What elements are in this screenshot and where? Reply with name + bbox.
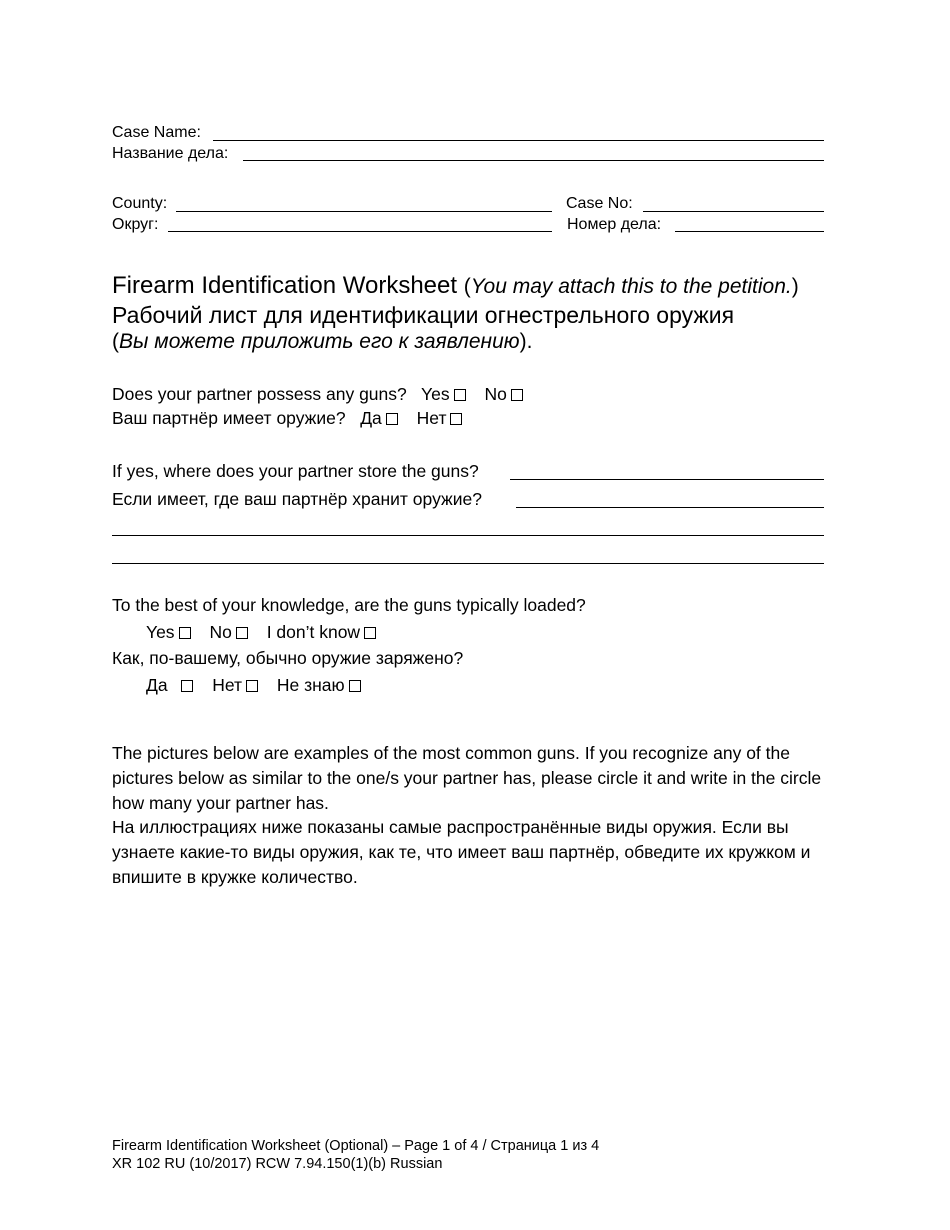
q3-en-no-checkbox[interactable] <box>236 627 248 639</box>
q1-ru-no-label: Нет <box>416 408 447 428</box>
case-name-field-ru[interactable] <box>243 160 824 161</box>
q3-en-yes-label: Yes <box>146 622 175 642</box>
case-no-field-ru[interactable] <box>675 231 824 232</box>
storage-field-ru[interactable] <box>516 507 824 508</box>
page-title-ru: Рабочий лист для идентификации огнестрельного оружия <box>112 302 735 328</box>
q1-en-no-checkbox[interactable] <box>511 389 523 401</box>
page-title-en: Firearm Identification Worksheet (You may attach this to the petition.) <box>112 272 799 299</box>
q1-ru-yes-checkbox[interactable] <box>386 413 398 425</box>
q3-en-no-label: No <box>209 622 232 642</box>
q2-en: If yes, where does your partner store the guns? <box>112 461 479 481</box>
q3-ru-no-checkbox[interactable] <box>246 680 258 692</box>
q1-en-yes-label: Yes <box>421 384 450 404</box>
title-en-text: Firearm Identification Worksheet <box>112 272 458 299</box>
q1-en-text: Does your partner possess any guns? <box>112 384 407 404</box>
q3-ru-yes-label: Да <box>146 675 168 695</box>
storage-field-line-2[interactable] <box>112 535 824 536</box>
county-label-en: County: <box>112 195 168 212</box>
county-label-ru: Округ: <box>112 216 159 233</box>
q3-en-options <box>146 621 376 643</box>
instructions-ru: На иллюстрациях ниже показаны самые распространённые виды оружия. Если вы узнаете какие-то виды оружия, как те, что имеет ваш партнёр, обведите их кружком и впишите в кружке количество. <box>112 817 811 887</box>
q3-ru: Как, по-вашему, обычно оружие заряжено? <box>112 648 464 668</box>
footer-line-2: XR 102 RU (10/2017) RCW 7.94.150(1)(b) Russian <box>112 1156 443 1172</box>
instructions-en: The pictures below are examples of the most common guns. If you recognize any of the pictures below as similar to the one/s your partner has, please circle it and write in the circle how many your partner has. <box>112 743 822 813</box>
case-no-field[interactable] <box>643 211 824 212</box>
case-name-field[interactable] <box>213 140 824 141</box>
title-en-note: You may attach this to the petition. <box>470 275 792 298</box>
case-no-label-ru: Номер дела: <box>567 216 662 233</box>
q3-ru-no-label: Нет <box>212 675 243 695</box>
q3-en-yes-checkbox[interactable] <box>179 627 191 639</box>
q1-ru-yes-label: Да <box>360 408 382 428</box>
q3-ru-yes-checkbox[interactable] <box>181 680 193 692</box>
county-field-ru[interactable] <box>168 231 552 232</box>
q1-en-no-label: No <box>484 384 507 404</box>
q1-ru-no-checkbox[interactable] <box>450 413 462 425</box>
storage-field[interactable] <box>510 479 824 480</box>
case-name-label-en: Case Name: <box>112 124 201 141</box>
storage-field-line-3[interactable] <box>112 563 824 564</box>
q1-en-yes-checkbox[interactable] <box>454 389 466 401</box>
case-name-label-ru: Название дела: <box>112 145 229 162</box>
county-field[interactable] <box>176 211 552 212</box>
q1-ru-text: Ваш партнёр имеет оружие? <box>112 408 346 428</box>
footer-line-1: Firearm Identification Worksheet (Optional) – Page 1 of 4 / Страница 1 из 4 <box>112 1138 600 1154</box>
q3-en-dk-label: I don’t know <box>266 622 361 642</box>
q1-ru <box>112 407 462 429</box>
q3-ru-dk-label: Не знаю <box>276 675 345 695</box>
q3-ru-options <box>146 674 361 696</box>
page-title-ru-note: (Вы можете приложить его к заявлению). <box>112 330 533 353</box>
q3-en-dk-checkbox[interactable] <box>364 627 376 639</box>
q3-en: To the best of your knowledge, are the guns typically loaded? <box>112 595 586 615</box>
q2-ru: Если имеет, где ваш партнёр хранит оружие? <box>112 489 482 509</box>
q1-en <box>112 383 523 405</box>
title-ru-note-text: Вы можете приложить его к заявлению <box>119 330 520 353</box>
q3-ru-dk-checkbox[interactable] <box>349 680 361 692</box>
case-no-label-en: Case No: <box>566 195 633 212</box>
